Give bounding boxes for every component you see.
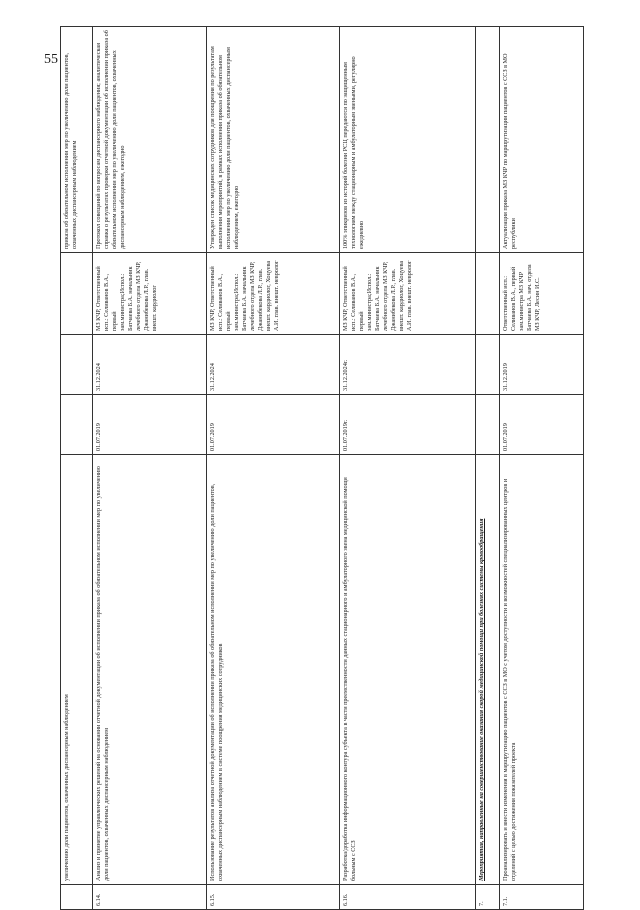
table-row — [61, 27, 93, 910]
table-row — [500, 27, 584, 910]
activity-cell: Проанализировать и внести изменения в маршрутизацию пациентов с ССЗ в МО с учетом доступности и возможностей специализированных центров и отделений с целью достижения показателей проекта — [500, 455, 584, 885]
rotated-page — [60, 27, 640, 910]
end-date: 31.12.2024 — [207, 335, 340, 395]
activity-cell: Разработка/доработка информационного контура субъекта в части преемственности данных стационарного и амбулаторного звена медицинской помощи больным с ССЗ — [340, 455, 476, 885]
end-date: 31.12.2024г. — [340, 335, 476, 395]
responsible-cell: МЗ КЧР, Ответственный исп.: Селиванов В.А., первый зам.министра;Испол.: Батчаева Б.А. начальник лечебного отдела МЗ КЧР, Джанибекова Л.Р., глав. внешт. кардиолог, Хоцуева А.И. глав. внешт. невролог — [340, 253, 476, 335]
row-number: 7.1. — [500, 885, 584, 910]
activity-cell: увеличению доли пациентов, охваченных диспансерным наблюдением — [61, 455, 93, 885]
result-cell — [476, 27, 500, 253]
start-date: 01.07.2019 — [500, 395, 584, 455]
section-heading: Мероприятия, направленные на совершенствование оказания скорой медицинской помощи при болезнях системы кровообращения — [476, 455, 500, 885]
measures-table — [60, 26, 584, 910]
responsible-cell: МЗ КЧР, Ответственный исп.: Селиванов В.А., первый зам.министра;Испол.: Батчаева Б.А. начальник лечебного отдела МЗ КЧР, Джанибекова Л.Р., глав. внешт. кардиолог — [93, 253, 207, 335]
responsible-cell — [476, 253, 500, 335]
table-row — [340, 27, 476, 910]
end-date — [61, 335, 93, 395]
start-date: 01.07.2019 — [93, 395, 207, 455]
page-number: 55 — [44, 52, 58, 67]
activity-cell: Использование результатов анализа отчетной документации об исполнении приказа об обязательном исполнении мер по увеличению доли пациентов, охваченных диспансерным наблюдением в системе поощрения медицинских сотрудников — [207, 455, 340, 885]
result-cell: 100% эпикризов из историй болезни РСЦ передаются по защищенным технологиям между стационарным и амбулаторным звеньями, регулярно ежедневно — [340, 27, 476, 253]
rotated-content — [60, 27, 640, 910]
start-date — [61, 395, 93, 455]
start-date: 01.07.2019г. — [340, 395, 476, 455]
table-row — [207, 27, 340, 910]
result-cell: приказа об обязательном исполнении мер по увеличению доли пациентов, охваченных диспансерным наблюдением — [61, 27, 93, 253]
activity-cell: Анализ и принятие управленческих решений на основании отчетной документации об исполнении приказа об обязательном исполнении мер по увеличению доли пациентов, охваченных диспансерным наблюдением — [93, 455, 207, 885]
table-row — [476, 27, 500, 910]
start-date: 01.07.2019 — [207, 395, 340, 455]
row-number — [61, 885, 93, 910]
result-cell: Актуализация приказа МЗ КЧР по маршрутизации пациентов с ССЗ в МО республики — [500, 27, 584, 253]
row-number: 7. — [476, 885, 500, 910]
end-date: 31.12.2019 — [500, 335, 584, 395]
row-number: 6.14. — [93, 885, 207, 910]
row-number: 6.15. — [207, 885, 340, 910]
responsible-cell: МЗ КЧР, Ответственный исп.: Селиванов В.А., первый зам.министра;Испол.: Батчаева Б.А. начальник лечебного отдела МЗ КЧР, Джанибекова Л.Р., глав. внешт. кардиолог, Хоцуева А.И. глав. внешт. невролог — [207, 253, 340, 335]
result-cell: Утвержден список медицинских сотрудников для поощрения по результатам выполнения мероприятий, в рамках исполнения приказа об обязательном исполнении мер по увеличению доли пациентов, охваченных диспансерным наблюдением, ежегодно — [207, 27, 340, 253]
end-date: 31.12.2024 — [93, 335, 207, 395]
responsible-cell: Ответственный исп.: Селиванов В.А., первый зам.министра МЗ КЧР Батчаева Б.А. нач. отдела МЗ КЧР, Лесин И.С. — [500, 253, 584, 335]
start-date — [476, 395, 500, 455]
end-date — [476, 335, 500, 395]
row-number: 6.16. — [340, 885, 476, 910]
table-row — [93, 27, 207, 910]
result-cell: Протокол совещаний по вопросам диспансерного наблюдения; аналитическая справка о результатах проверки отчетной документации об исполнении приказа об обязательном исполнении мер по увеличению доли пациентов, охваченных диспансерным наблюдением, ежегодно — [93, 27, 207, 253]
responsible-cell — [61, 253, 93, 335]
